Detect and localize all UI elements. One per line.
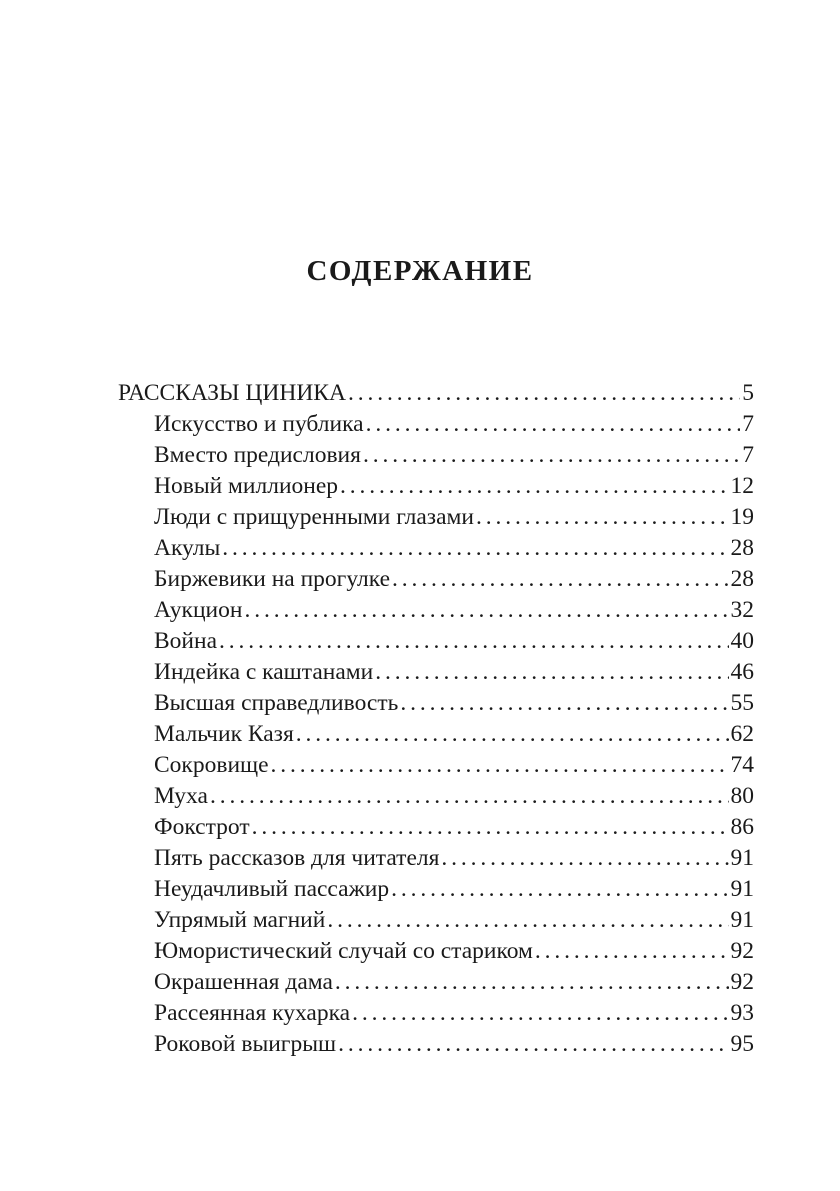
toc-entry-label: Война xyxy=(154,628,218,654)
toc-page-number: 74 xyxy=(730,752,754,778)
toc-entry-label: Искусство и публика xyxy=(154,411,364,437)
toc-dot-leader xyxy=(392,564,728,595)
toc-entry xyxy=(154,750,754,781)
toc-entry xyxy=(154,688,754,719)
toc-entry-label: Пять рассказов для читателя xyxy=(154,845,440,871)
toc-entry xyxy=(154,719,754,750)
toc-page-number: 7 xyxy=(742,411,754,437)
toc-page-number: 7 xyxy=(742,442,754,468)
toc-dot-leader xyxy=(222,533,728,564)
toc-dot-leader xyxy=(271,750,729,781)
toc-dot-leader xyxy=(244,595,728,626)
toc-page-number: 91 xyxy=(730,876,754,902)
toc-entry xyxy=(154,781,754,812)
toc-entry xyxy=(154,998,754,1029)
toc-page-number: 12 xyxy=(730,473,754,499)
toc-page-number: 86 xyxy=(730,814,754,840)
toc-dot-leader xyxy=(441,843,728,874)
toc-page-number: 92 xyxy=(730,938,754,964)
toc-dot-leader xyxy=(391,874,728,905)
toc-dot-leader xyxy=(252,812,729,843)
toc-entry-label: Неудачливый пассажир xyxy=(154,876,390,902)
toc-page-number: 62 xyxy=(730,721,754,747)
toc-entry-label: РАССКАЗЫ ЦИНИКА xyxy=(118,380,346,406)
toc-page-number: 93 xyxy=(730,1000,754,1026)
toc-dot-leader xyxy=(366,409,741,440)
toc-section-heading xyxy=(118,378,754,409)
toc-entry-label: Новый миллионер xyxy=(154,473,339,499)
toc-dot-leader xyxy=(296,719,729,750)
toc-dot-leader xyxy=(338,1029,728,1060)
toc-dot-leader xyxy=(363,440,740,471)
toc-entry-label: Рассеянная кухарка xyxy=(154,1000,351,1026)
toc-entry xyxy=(154,967,754,998)
toc-entry-label: Юмористический случай со стариком xyxy=(154,938,533,964)
toc-entry-label: Фокстрот xyxy=(154,814,250,840)
toc-entry-label: Сокровище xyxy=(154,752,269,778)
toc-entry-label: Роковой выигрыш xyxy=(154,1031,337,1057)
toc-entry-label: Индейка с каштанами xyxy=(154,659,374,685)
toc-dot-leader xyxy=(327,905,728,936)
toc-entry xyxy=(154,409,754,440)
toc-entry xyxy=(154,812,754,843)
toc-entry-label: Муха xyxy=(154,783,208,809)
toc-entry-label: Мальчик Казя xyxy=(154,721,294,747)
toc-entry-label: Упрямый магний xyxy=(154,907,326,933)
toc-entry xyxy=(154,874,754,905)
toc-page-number: 91 xyxy=(730,907,754,933)
toc-dot-leader xyxy=(335,967,729,998)
table-of-contents xyxy=(118,378,754,1060)
toc-entry xyxy=(154,533,754,564)
toc-page-number: 28 xyxy=(730,535,754,561)
toc-entry-label: Аукцион xyxy=(154,597,243,623)
toc-entry-label: Акулы xyxy=(154,535,221,561)
toc-dot-leader xyxy=(476,502,729,533)
page-title: СОДЕРЖАНИЕ xyxy=(306,255,534,287)
toc-entry xyxy=(154,502,754,533)
toc-entry xyxy=(154,843,754,874)
toc-entry-label: Высшая справедливость xyxy=(154,690,399,716)
toc-entry xyxy=(154,595,754,626)
toc-entry xyxy=(154,440,754,471)
toc-page-number: 40 xyxy=(730,628,754,654)
toc-entry-label: Биржевики на прогулке xyxy=(154,566,391,592)
toc-page-number: 5 xyxy=(742,380,754,406)
toc-entry-label: Люди с прищуренными глазами xyxy=(154,504,474,530)
toc-entry xyxy=(154,1029,754,1060)
toc-dot-leader xyxy=(219,626,728,657)
toc-dot-leader xyxy=(375,657,728,688)
toc-page-number: 19 xyxy=(730,504,754,530)
toc-dot-leader xyxy=(348,378,740,409)
toc-entry xyxy=(154,564,754,595)
toc-page-number: 46 xyxy=(730,659,754,685)
toc-entry xyxy=(154,657,754,688)
toc-page-number: 95 xyxy=(730,1031,754,1057)
toc-page-number: 32 xyxy=(730,597,754,623)
toc-page-number: 80 xyxy=(730,783,754,809)
toc-entry-label: Вместо предисловия xyxy=(154,442,361,468)
toc-dot-leader xyxy=(352,998,728,1029)
toc-dot-leader xyxy=(535,936,729,967)
toc-dot-leader xyxy=(340,471,728,502)
toc-entry xyxy=(154,626,754,657)
toc-entry xyxy=(154,936,754,967)
toc-entry-label: Окрашенная дама xyxy=(154,969,333,995)
toc-dot-leader xyxy=(400,688,728,719)
toc-page-number: 28 xyxy=(730,566,754,592)
toc-entry xyxy=(154,471,754,502)
toc-page-number: 55 xyxy=(730,690,754,716)
toc-dot-leader xyxy=(210,781,729,812)
toc-entry xyxy=(154,905,754,936)
toc-page-number: 91 xyxy=(730,845,754,871)
toc-page-number: 92 xyxy=(730,969,754,995)
